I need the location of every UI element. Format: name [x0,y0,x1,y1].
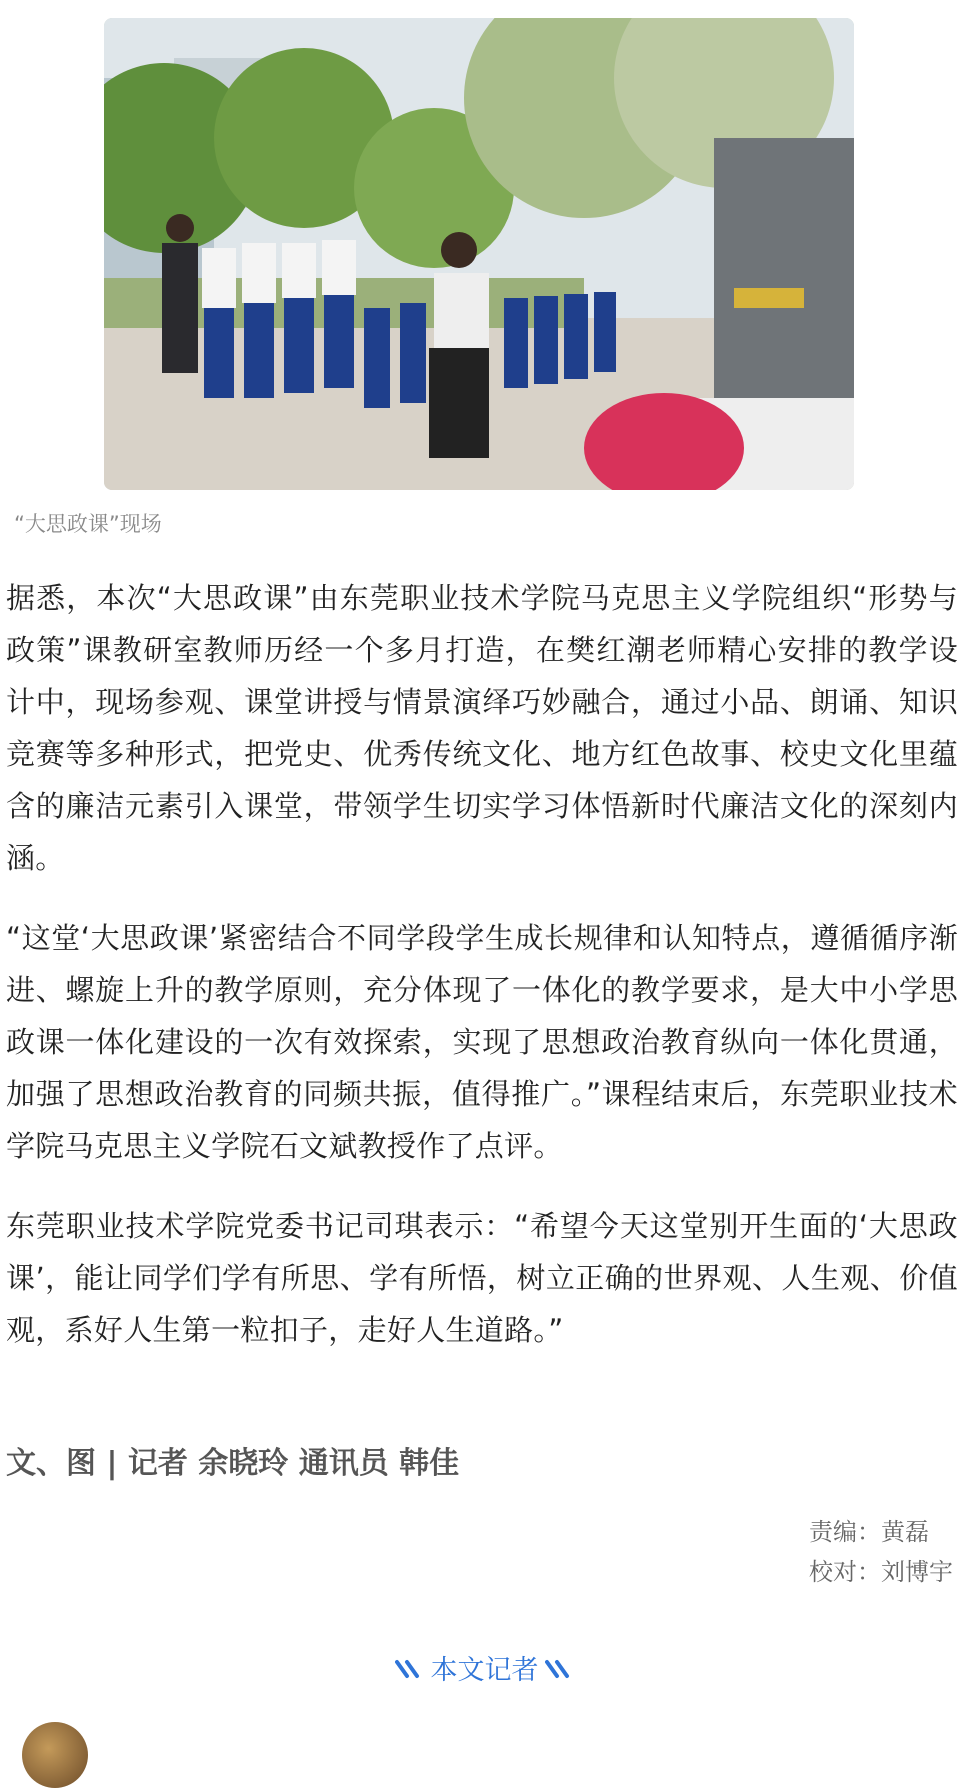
double-chevron-icon [545,1656,575,1687]
article-photo[interactable] [104,18,854,490]
photo-caption: “大思政课”现场 [14,512,162,536]
article-paragraph: 据悉，本次“大思政课”由东莞职业技术学院马克思主义学院组织“形势与政策”课教研室教师历经一个多月打造，在樊红潮老师精心安排的教学设计中，现场参观、课堂讲授与情景演绎巧妙融合，通过小品、朗诵、知识竞赛等多种形式，把党史、优秀传统文化、地方红色故事、校史文化里蕴含的廉洁元素引入课堂，带领学生切实学习体悟新时代廉洁文化的深刻内涵。 [6,581,958,875]
editor-credits [809,1512,953,1592]
editor-credit: 责编：黄磊 [809,1518,929,1546]
double-chevron-icon [395,1656,425,1687]
article-paragraph: 东莞职业技术学院党委书记司琪表示：“希望今天这堂别开生面的‘大思政课’，能让同学们学有所思、学有所悟，树立正确的世界观、人生观、价值观，系好人生第一粒扣子，走好人生道路。” [6,1209,958,1347]
group-photo-illustration [104,18,854,490]
article-body [6,572,958,1384]
author-byline: 文、图 | 记者 余晓玲 通讯员 韩佳 [6,1446,460,1481]
proofreader-credit: 校对：刘博宇 [809,1558,953,1586]
article-reporter-header [0,1648,969,1687]
article-paragraph: “这堂‘大思政课’紧密结合不同学段学生成长规律和认知特点，遵循循序渐进、螺旋上升的教学原则，充分体现了一体化的教学要求，是大中小学思政课一体化建设的一次有效探索，实现了思想政治教育纵向一体化贯通，加强了思想政治教育的同频共振，值得推广。”课程结束后，东莞职业技术学院马克思主义学院石文斌教授作了点评。 [6,921,958,1163]
avatar[interactable] [22,1722,88,1788]
reporter-section-label: 本文记者 [430,1655,539,1686]
